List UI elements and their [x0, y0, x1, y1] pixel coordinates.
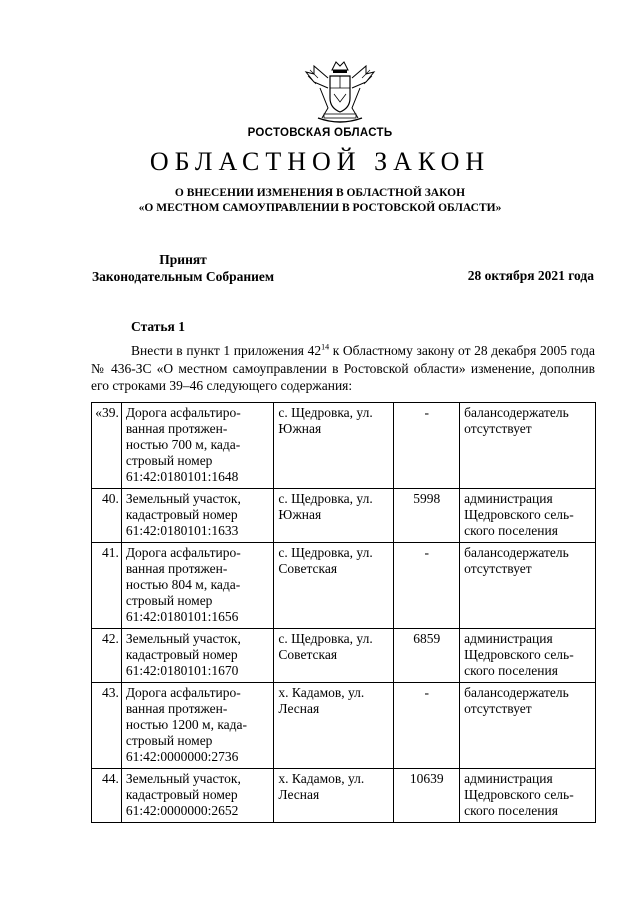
row-number: 40. — [92, 489, 122, 543]
object-holder: балансодержатель отсутствует — [460, 543, 596, 629]
object-holder: администрация Щедровского сель-ского поселения — [460, 769, 596, 823]
object-name: Земельный участок, кадастровый номер 61:42:0180101:1633 — [121, 489, 274, 543]
object-area: - — [394, 403, 460, 489]
row-number: 44. — [92, 769, 122, 823]
object-name: Дорога асфальтиро-ванная протяжен-ностью 804 м, када-стровый номер 61:42:0180101:1656 — [121, 543, 274, 629]
object-address: с. Щедровка, ул. Южная — [274, 403, 394, 489]
table-row — [92, 543, 596, 629]
article-text — [91, 342, 595, 395]
table-row — [92, 629, 596, 683]
object-area: - — [394, 543, 460, 629]
object-name: Земельный участок, кадастровый номер 61:42:0180101:1670 — [121, 629, 274, 683]
object-area: - — [394, 683, 460, 769]
law-title-line1: О ВНЕСЕНИИ ИЗМЕНЕНИЯ В ОБЛАСТНОЙ ЗАКОН — [174, 187, 466, 199]
object-address: с. Щедровка, ул. Советская — [274, 629, 394, 683]
object-holder: администрация Щедровского сель-ского поселения — [460, 629, 596, 683]
table-row — [92, 769, 596, 823]
article-title: Статья 1 — [131, 319, 185, 334]
object-holder: балансодержатель отсутствует — [460, 683, 596, 769]
article-text-end: к Областному закону от 28 декабря 2005 года № 436-ЗС «О местном самоуправлении в Ростовской области» изменение, дополнив его строками 39–46 следующего содержания: — [91, 343, 596, 393]
table-row — [92, 683, 596, 769]
law-type: ОБЛАСТНОЙ ЗАКОН — [149, 147, 491, 176]
object-address: х. Кадамов, ул. Лесная — [274, 769, 394, 823]
table-row — [92, 403, 596, 489]
law-title — [0, 186, 640, 216]
object-area: 10639 — [394, 769, 460, 823]
object-holder: балансодержатель отсутствует — [460, 403, 596, 489]
article-superscript: 14 — [321, 342, 330, 352]
object-area: 6859 — [394, 629, 460, 683]
adoption-label: Принят — [159, 252, 207, 267]
article-text-start: Внести в пункт 1 приложения 42 — [131, 343, 322, 358]
object-address: с. Щедровка, ул. Советская — [274, 543, 394, 629]
object-holder: администрация Щедровского сель-ского поселения — [460, 489, 596, 543]
row-number: «39. — [92, 403, 122, 489]
object-area: 5998 — [394, 489, 460, 543]
object-name: Дорога асфальтиро-ванная протяжен-ностью 1200 м, када-стровый номер 61:42:0000000:2736 — [121, 683, 274, 769]
object-name: Дорога асфальтиро-ванная протяжен-ностью 700 м, када-стровый номер 61:42:0180101:1648 — [121, 403, 274, 489]
adoption-authority: Законодательным Собранием — [92, 269, 275, 284]
row-number: 43. — [92, 683, 122, 769]
object-name: Земельный участок, кадастровый номер 61:42:0000000:2652 — [121, 769, 274, 823]
law-title-line2: «О МЕСТНОМ САМОУПРАВЛЕНИИ В РОСТОВСКОЙ ОБЛАСТИ» — [138, 202, 502, 214]
table-row — [92, 489, 596, 543]
row-number: 42. — [92, 629, 122, 683]
coat-of-arms-icon — [300, 58, 380, 128]
object-address: х. Кадамов, ул. Лесная — [274, 683, 394, 769]
adoption-body — [92, 251, 274, 285]
row-number: 41. — [92, 543, 122, 629]
object-address: с. Щедровка, ул. Южная — [274, 489, 394, 543]
property-table — [91, 402, 596, 823]
adoption-date: 28 октября 2021 года — [467, 268, 594, 283]
region-name: РОСТОВСКАЯ ОБЛАСТЬ — [247, 127, 393, 139]
